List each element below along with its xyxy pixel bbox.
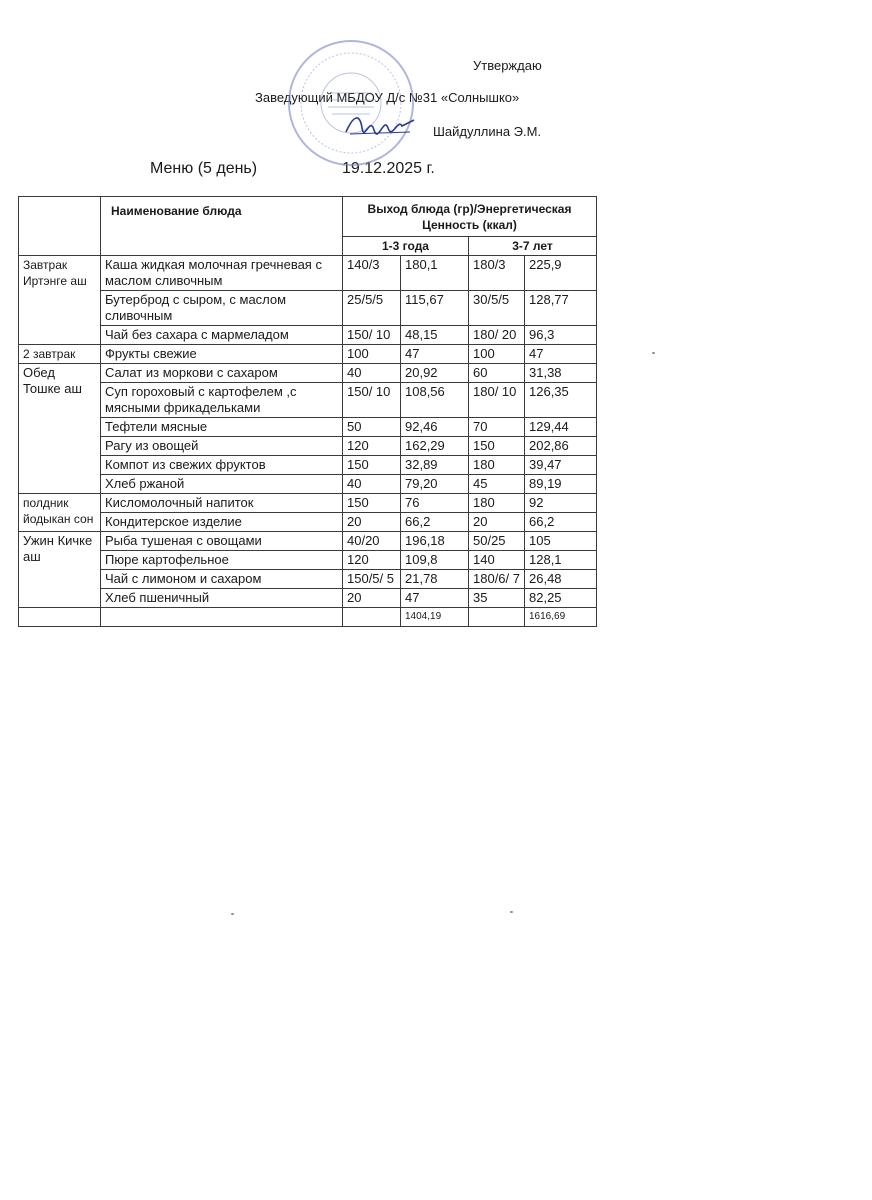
kcal-3-7: 225,9 (525, 256, 597, 291)
total-empty-3 (343, 608, 401, 627)
weight-1-3: 150/ 10 (343, 326, 401, 345)
dish-name: Суп гороховый с картофелем ,с мясными фрикадельками (101, 383, 343, 418)
weight-1-3: 40/20 (343, 532, 401, 551)
dish-name: Компот из свежих фруктов (101, 456, 343, 475)
weight-3-7: 180/ 20 (469, 326, 525, 345)
weight-3-7: 20 (469, 513, 525, 532)
kcal-3-7: 92 (525, 494, 597, 513)
menu-row (19, 494, 597, 513)
header-dish-name: Наименование блюда (101, 197, 343, 256)
dish-name: Хлеб пшеничный (101, 589, 343, 608)
menu-table (18, 196, 597, 627)
scan-speck (231, 913, 234, 915)
kcal-3-7: 129,44 (525, 418, 597, 437)
kcal-1-3: 79,20 (401, 475, 469, 494)
kcal-1-3: 76 (401, 494, 469, 513)
weight-3-7: 60 (469, 364, 525, 383)
weight-1-3: 100 (343, 345, 401, 364)
weight-1-3: 50 (343, 418, 401, 437)
weight-1-3: 150 (343, 494, 401, 513)
dish-name: Каша жидкая молочная гречневая с маслом сливочным (101, 256, 343, 291)
menu-row (19, 256, 597, 291)
dish-name: Салат из моркови с сахаром (101, 364, 343, 383)
menu-row (19, 291, 597, 326)
scan-speck (652, 352, 655, 354)
approve-label: Утверждаю (473, 58, 542, 73)
menu-row (19, 475, 597, 494)
kcal-1-3: 196,18 (401, 532, 469, 551)
menu-row (19, 456, 597, 475)
weight-1-3: 140/3 (343, 256, 401, 291)
weight-3-7: 180/ 10 (469, 383, 525, 418)
dish-name: Рагу из овощей (101, 437, 343, 456)
menu-row (19, 513, 597, 532)
menu-row (19, 570, 597, 589)
weight-3-7: 35 (469, 589, 525, 608)
dish-name: Бутерброд с сыром, с маслом сливочным (101, 291, 343, 326)
dish-name: Фрукты свежие (101, 345, 343, 364)
total-kcal-1-3: 1404,19 (401, 608, 469, 627)
menu-row (19, 345, 597, 364)
kcal-1-3: 20,92 (401, 364, 469, 383)
weight-3-7: 180/6/ 7 (469, 570, 525, 589)
stamp-icon (286, 38, 416, 168)
weight-3-7: 70 (469, 418, 525, 437)
weight-3-7: 30/5/5 (469, 291, 525, 326)
meal-name: полдник йодыкан сон (19, 494, 101, 532)
weight-1-3: 20 (343, 513, 401, 532)
weight-3-7: 150 (469, 437, 525, 456)
dish-name: Хлеб ржаной (101, 475, 343, 494)
weight-1-3: 120 (343, 437, 401, 456)
menu-body (19, 256, 597, 608)
total-empty-1 (19, 608, 101, 627)
kcal-3-7: 47 (525, 345, 597, 364)
header-output: Выход блюда (гр)/Энергетическая Ценность (ккал) (343, 197, 597, 237)
header-meal-cell (19, 197, 101, 256)
total-kcal-3-7: 1616,69 (525, 608, 597, 627)
weight-1-3: 20 (343, 589, 401, 608)
kcal-3-7: 26,48 (525, 570, 597, 589)
dish-name: Чай с лимоном и сахаром (101, 570, 343, 589)
total-row (19, 608, 597, 627)
total-empty-2 (101, 608, 343, 627)
scan-speck (510, 911, 513, 913)
menu-row (19, 532, 597, 551)
meal-name: Обед Тошке аш (19, 364, 101, 494)
kcal-1-3: 21,78 (401, 570, 469, 589)
weight-3-7: 50/25 (469, 532, 525, 551)
meal-name: Завтрак Иртэнге аш (19, 256, 101, 345)
signature-icon (340, 110, 420, 140)
dish-name: Кисломолочный напиток (101, 494, 343, 513)
kcal-3-7: 89,19 (525, 475, 597, 494)
dish-name: Кондитерское изделие (101, 513, 343, 532)
menu-row (19, 589, 597, 608)
kcal-1-3: 47 (401, 589, 469, 608)
dish-name: Пюре картофельное (101, 551, 343, 570)
head-position: Заведующий МБДОУ Д/с №31 «Солнышко» (255, 90, 520, 105)
kcal-3-7: 31,38 (525, 364, 597, 383)
weight-1-3: 150/ 10 (343, 383, 401, 418)
weight-3-7: 45 (469, 475, 525, 494)
dish-name: Тефтели мясные (101, 418, 343, 437)
age-1-3: 1-3 года (343, 237, 469, 256)
kcal-1-3: 108,56 (401, 383, 469, 418)
dish-name: Чай без сахара с мармеладом (101, 326, 343, 345)
kcal-1-3: 115,67 (401, 291, 469, 326)
document-title: Меню (5 день) (150, 160, 258, 177)
weight-3-7: 180/3 (469, 256, 525, 291)
menu-row (19, 551, 597, 570)
kcal-1-3: 32,89 (401, 456, 469, 475)
age-3-7: 3-7 лет (469, 237, 597, 256)
menu-row (19, 326, 597, 345)
weight-3-7: 180 (469, 494, 525, 513)
weight-3-7: 180 (469, 456, 525, 475)
menu-row (19, 383, 597, 418)
weight-1-3: 120 (343, 551, 401, 570)
menu-row (19, 364, 597, 383)
kcal-1-3: 109,8 (401, 551, 469, 570)
weight-3-7: 100 (469, 345, 525, 364)
kcal-3-7: 66,2 (525, 513, 597, 532)
weight-3-7: 140 (469, 551, 525, 570)
menu-row (19, 418, 597, 437)
kcal-3-7: 96,3 (525, 326, 597, 345)
dish-name: Рыба тушеная с овощами (101, 532, 343, 551)
signatory-name: Шайдуллина Э.М. (433, 124, 542, 139)
kcal-1-3: 162,29 (401, 437, 469, 456)
kcal-1-3: 92,46 (401, 418, 469, 437)
kcal-3-7: 39,47 (525, 456, 597, 475)
total-empty-4 (469, 608, 525, 627)
menu-row (19, 437, 597, 456)
weight-1-3: 150 (343, 456, 401, 475)
kcal-1-3: 48,15 (401, 326, 469, 345)
kcal-1-3: 180,1 (401, 256, 469, 291)
kcal-3-7: 128,1 (525, 551, 597, 570)
kcal-3-7: 202,86 (525, 437, 597, 456)
kcal-1-3: 66,2 (401, 513, 469, 532)
kcal-3-7: 82,25 (525, 589, 597, 608)
kcal-3-7: 128,77 (525, 291, 597, 326)
weight-1-3: 40 (343, 364, 401, 383)
header-row (19, 197, 597, 237)
weight-1-3: 150/5/ 5 (343, 570, 401, 589)
meal-name: Ужин Кичке аш (19, 532, 101, 608)
weight-1-3: 40 (343, 475, 401, 494)
kcal-3-7: 126,35 (525, 383, 597, 418)
document-date: 19.12.2025 г. (342, 160, 435, 177)
kcal-1-3: 47 (401, 345, 469, 364)
weight-1-3: 25/5/5 (343, 291, 401, 326)
kcal-3-7: 105 (525, 532, 597, 551)
meal-name: 2 завтрак (19, 345, 101, 364)
